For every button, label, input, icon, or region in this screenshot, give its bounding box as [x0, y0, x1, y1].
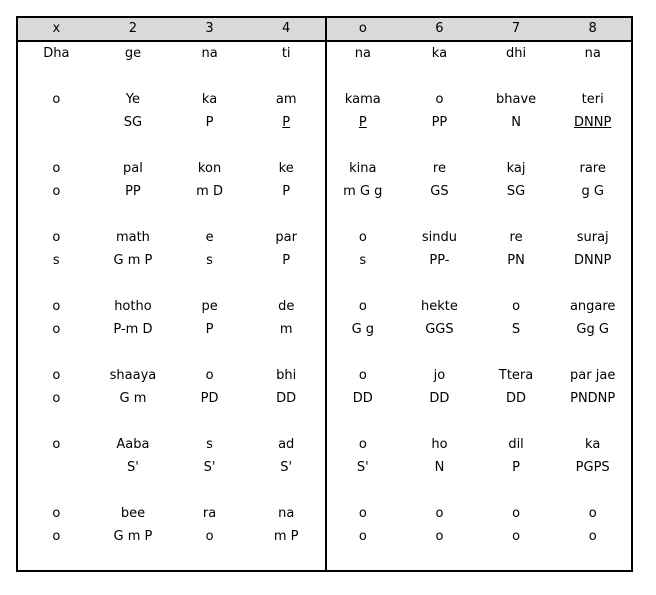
note-cell-text: m D [196, 184, 223, 199]
lyric-cell-text: o [358, 368, 367, 383]
lyric-cell-text: o [52, 230, 61, 245]
note-cell-text: GGS [425, 322, 454, 337]
lyric-cell-text: sindu [421, 230, 457, 245]
lyric-cell-text: hotho [114, 299, 152, 314]
note-cell-text: o [52, 391, 61, 406]
lyric-cell-text: ad [278, 437, 295, 452]
lyric-cell-text: ho [431, 437, 448, 452]
note-cell-text: N [511, 115, 521, 130]
lyric-cell [18, 160, 95, 178]
lyric-cell-text: re [509, 230, 523, 245]
note-cell-text: S' [356, 460, 369, 475]
note-cell [95, 183, 172, 201]
note-cell [478, 114, 555, 132]
lyric-cell [18, 505, 95, 523]
lyric-cell [248, 229, 325, 247]
lyric-cell [554, 505, 631, 523]
lyric-cell-text: o [512, 299, 521, 314]
lyric-cell-text: o [358, 437, 367, 452]
note-cell-text: S' [280, 460, 293, 475]
note-cell-text: N [434, 460, 445, 475]
note-cell [171, 528, 248, 546]
notes-row [18, 114, 631, 132]
note-cell-text: P [282, 115, 291, 130]
lyric-cell-text: hekte [421, 299, 458, 314]
note-cell [554, 252, 631, 270]
lyric-cell [554, 298, 631, 316]
beat-header-cell-text: 3 [205, 21, 214, 36]
lyric-cell-text: o [512, 506, 521, 521]
beat-header-cell [401, 18, 478, 40]
note-cell-text: SG [123, 115, 143, 130]
bol-cell-text: ge [124, 46, 142, 61]
lyric-cell [248, 298, 325, 316]
note-cell-text: PP [431, 115, 448, 130]
note-cell-text: P [282, 253, 291, 268]
lyric-cell-text: math [115, 230, 150, 245]
lyric-cell [95, 367, 172, 385]
lyric-cell-text: ka [201, 92, 218, 107]
note-cell-text: m P [273, 529, 299, 544]
lyric-cell-text: bee [120, 506, 146, 521]
lyric-cell [95, 160, 172, 178]
lyric-cell-text: s [206, 437, 213, 452]
lyric-cell [401, 160, 478, 178]
note-cell-text: o [52, 529, 61, 544]
note-cell [401, 321, 478, 339]
lyric-cell-text: o [52, 506, 61, 521]
note-cell-text: PGPS [575, 460, 610, 475]
lyrics-row [18, 298, 631, 316]
lyric-cell [478, 505, 555, 523]
lyric-cell [248, 505, 325, 523]
note-cell [171, 183, 248, 201]
notation-table [16, 16, 633, 572]
lyric-cell [478, 160, 555, 178]
note-cell-text: S' [127, 460, 139, 475]
lyric-cell-text: o [588, 506, 597, 521]
lyric-cell-text: de [278, 299, 295, 314]
lyric-cell [554, 229, 631, 247]
note-cell [248, 183, 325, 201]
note-cell [401, 390, 478, 408]
note-cell [325, 252, 402, 270]
lyrics-row [18, 160, 631, 178]
notes-row [18, 183, 631, 201]
lyric-cell [478, 436, 555, 454]
note-cell [95, 321, 172, 339]
note-cell-text: PD [200, 391, 219, 406]
note-cell [18, 528, 95, 546]
note-cell-text: o [512, 529, 521, 544]
beat-header-cell [248, 18, 325, 40]
note-cell [325, 114, 402, 132]
lyric-cell [18, 436, 95, 454]
beat-header-cell-text: x [52, 21, 61, 36]
note-cell-text: o [588, 529, 597, 544]
lyric-cell-text: o [435, 92, 444, 107]
lyric-cell [95, 436, 172, 454]
note-cell [401, 459, 478, 477]
note-cell [95, 252, 172, 270]
note-cell [554, 459, 631, 477]
lyric-cell [18, 367, 95, 385]
lyric-cell [95, 91, 172, 109]
lyric-cell-text: par jae [570, 368, 616, 383]
note-cell-text: DD [276, 391, 297, 406]
note-cell [401, 183, 478, 201]
note-cell [95, 459, 172, 477]
lyric-cell [248, 367, 325, 385]
lyric-cell-text: teri [581, 92, 604, 107]
lyric-cell-text: kina [349, 161, 377, 176]
note-cell [478, 459, 555, 477]
note-cell-text: G m P [113, 529, 153, 544]
lyric-cell [554, 160, 631, 178]
bol-cell-text: Dha [43, 46, 70, 61]
lyric-cell-text: na [278, 506, 295, 521]
note-cell [248, 321, 325, 339]
lyric-cell-text: Ye [125, 92, 141, 107]
note-cell-text: S' [203, 460, 216, 475]
lyrics-row [18, 367, 631, 385]
note-cell [18, 390, 95, 408]
lyric-cell [171, 505, 248, 523]
note-cell-text: DD [352, 391, 373, 406]
note-cell [95, 390, 172, 408]
lyric-cell-text: e [205, 230, 214, 245]
beat-header-cell [171, 18, 248, 40]
note-cell [325, 183, 402, 201]
note-cell [554, 114, 631, 132]
note-cell [95, 114, 172, 132]
note-cell [554, 183, 631, 201]
lyric-cell [95, 298, 172, 316]
lyrics-row [18, 436, 631, 454]
lyric-cell [325, 436, 402, 454]
note-cell-text: P-m D [113, 322, 153, 337]
note-cell-text: P [358, 115, 367, 130]
notes-row [18, 252, 631, 270]
note-cell [478, 252, 555, 270]
lyrics-row [18, 91, 631, 109]
lyric-cell-text: par [275, 230, 297, 245]
note-cell-text: PP- [429, 253, 450, 268]
lyric-cell [95, 229, 172, 247]
lyric-cell [401, 367, 478, 385]
lyric-cell-text: kon [197, 161, 222, 176]
beat-header-cell [325, 18, 402, 40]
note-cell-text: P [512, 460, 520, 475]
lyrics-row [18, 505, 631, 523]
lyric-cell-text: kama [344, 92, 381, 107]
note-cell [478, 390, 555, 408]
bol-cell [554, 45, 631, 63]
note-cell [401, 114, 478, 132]
note-cell-text: g G [581, 184, 604, 199]
note-cell [478, 528, 555, 546]
note-cell-text: P [205, 322, 214, 337]
note-cell [171, 459, 248, 477]
lyric-cell [248, 91, 325, 109]
lyric-cell-text: kaj [506, 161, 526, 176]
note-cell [95, 528, 172, 546]
note-cell-text: S [511, 322, 521, 337]
note-cell [18, 252, 95, 270]
bol-cell-text: ti [281, 46, 291, 61]
note-cell-text: DNNP [574, 115, 612, 130]
beat-header-cell [478, 18, 555, 40]
note-cell [171, 252, 248, 270]
bol-cell [18, 45, 95, 63]
lyric-cell-text: o [358, 506, 367, 521]
note-cell-text: SG [506, 184, 526, 199]
note-cell-text: PNDNP [570, 391, 616, 406]
note-cell-text: G m [119, 391, 147, 406]
bol-cell [95, 45, 172, 63]
note-cell [171, 114, 248, 132]
lyric-cell [401, 229, 478, 247]
beat-header-cell-text: 2 [128, 21, 138, 36]
lyric-cell-text: o [358, 299, 367, 314]
lyric-cell-text: jo [433, 368, 446, 383]
note-cell [18, 459, 95, 477]
notes-row [18, 459, 631, 477]
lyric-cell-text: suraj [576, 230, 609, 245]
lyric-cell [554, 436, 631, 454]
note-cell-text: DD [506, 391, 527, 406]
bol-cell-text: ka [431, 46, 448, 61]
lyric-cell-text: pal [123, 161, 143, 176]
note-cell-text: P [205, 115, 214, 130]
note-cell [248, 252, 325, 270]
lyric-cell-text: dil [508, 437, 524, 452]
note-cell-text: PP [125, 184, 141, 199]
lyric-cell-text: Aaba [116, 437, 150, 452]
beat-header-cell [18, 18, 95, 40]
note-cell-text: o [52, 184, 61, 199]
lyric-cell-text: shaaya [109, 368, 157, 383]
note-cell [478, 321, 555, 339]
lyric-cell-text: ka [585, 437, 601, 452]
note-cell [18, 321, 95, 339]
lyric-cell [95, 505, 172, 523]
lyric-cell-text: o [52, 161, 61, 176]
lyric-cell-text: o [205, 368, 214, 383]
note-cell-text: s [52, 253, 60, 268]
note-cell [171, 390, 248, 408]
note-cell-text: m [279, 322, 293, 337]
beat-header-cell-text: o [358, 21, 367, 36]
lyric-cell [401, 436, 478, 454]
lyric-cell-text: pe [201, 299, 218, 314]
bol-cell [401, 45, 478, 63]
lyric-cell [18, 298, 95, 316]
note-cell [401, 528, 478, 546]
lyric-cell [18, 91, 95, 109]
lyric-cell-text: ra [202, 506, 217, 521]
lyric-cell [401, 298, 478, 316]
note-cell [18, 183, 95, 201]
bol-cell-text: na [584, 46, 601, 61]
bol-cell [171, 45, 248, 63]
bol-cell-text: na [201, 46, 218, 61]
lyric-cell [478, 367, 555, 385]
beat-header-cell-text: 8 [588, 21, 597, 36]
lyric-cell [325, 298, 402, 316]
note-cell-text: P [282, 184, 291, 199]
note-cell [554, 528, 631, 546]
note-cell [554, 390, 631, 408]
lyric-cell [478, 298, 555, 316]
lyric-cell [478, 91, 555, 109]
note-cell [325, 528, 402, 546]
note-cell-text: o [435, 529, 444, 544]
bol-cell [325, 45, 402, 63]
lyric-cell-text: am [275, 92, 297, 107]
lyric-cell-text: ke [278, 161, 294, 176]
lyric-cell [248, 436, 325, 454]
note-cell-text: G m P [113, 253, 153, 268]
lyric-cell [171, 436, 248, 454]
beat-header-cell-text: 6 [435, 21, 444, 36]
note-cell-text: m G g [343, 184, 383, 199]
note-cell-text: o [205, 529, 214, 544]
beat-header-cell-text: 4 [282, 21, 291, 36]
note-cell [401, 252, 478, 270]
lyric-cell [171, 91, 248, 109]
note-cell-text: o [358, 529, 367, 544]
note-cell [18, 114, 95, 132]
note-cell-text: G g [351, 322, 375, 337]
lyric-cell [325, 367, 402, 385]
lyric-cell [171, 160, 248, 178]
note-cell-text: Gg G [576, 322, 609, 337]
lyric-cell [325, 229, 402, 247]
note-cell [171, 321, 248, 339]
bol-cell-text: dhi [506, 46, 527, 61]
lyric-cell-text: o [52, 368, 61, 383]
note-cell [248, 528, 325, 546]
note-cell-text: GS [430, 184, 449, 199]
note-cell-text: PN [507, 253, 525, 268]
note-cell-text: s [359, 253, 367, 268]
lyric-cell-text: o [358, 230, 367, 245]
note-cell [248, 390, 325, 408]
note-cell [325, 459, 402, 477]
lyric-cell [554, 91, 631, 109]
bol-cell-text: na [354, 46, 371, 61]
lyric-cell [325, 160, 402, 178]
bol-row [18, 45, 631, 63]
beat-header-cell [95, 18, 172, 40]
note-cell [478, 183, 555, 201]
lyrics-row [18, 229, 631, 247]
note-cell [248, 114, 325, 132]
lyric-cell-text: re [432, 161, 446, 176]
lyric-cell [18, 229, 95, 247]
lyric-cell [171, 367, 248, 385]
note-cell-text: DD [429, 391, 450, 406]
lyric-cell [401, 505, 478, 523]
lyric-cell [325, 91, 402, 109]
lyric-cell-text: o [52, 299, 61, 314]
lyric-cell [171, 229, 248, 247]
lyric-cell-text: o [52, 92, 61, 107]
bol-cell [478, 45, 555, 63]
lyric-cell [401, 91, 478, 109]
lyric-cell [554, 367, 631, 385]
lyric-cell-text: o [52, 437, 61, 452]
note-cell [325, 321, 402, 339]
note-cell-text: o [52, 322, 61, 337]
note-cell [554, 321, 631, 339]
lyric-cell-text: bhi [276, 368, 297, 383]
lyric-cell [478, 229, 555, 247]
notes-row [18, 321, 631, 339]
beat-header-cell [554, 18, 631, 40]
lyric-cell-text: bhave [495, 92, 537, 107]
notes-row [18, 528, 631, 546]
lyric-cell [248, 160, 325, 178]
note-cell [248, 459, 325, 477]
bol-cell [248, 45, 325, 63]
note-cell-text: DNNP [574, 253, 612, 268]
notes-row [18, 390, 631, 408]
lyric-cell-text: Ttera [498, 368, 534, 383]
lyric-cell-text: angare [569, 299, 616, 314]
note-cell-text: s [206, 253, 213, 268]
note-cell [325, 390, 402, 408]
lyric-cell-text: rare [579, 161, 606, 176]
beat-header-cell-text: 7 [511, 21, 521, 36]
lyric-cell [171, 298, 248, 316]
lyric-cell-text: o [435, 506, 444, 521]
lyric-cell [325, 505, 402, 523]
